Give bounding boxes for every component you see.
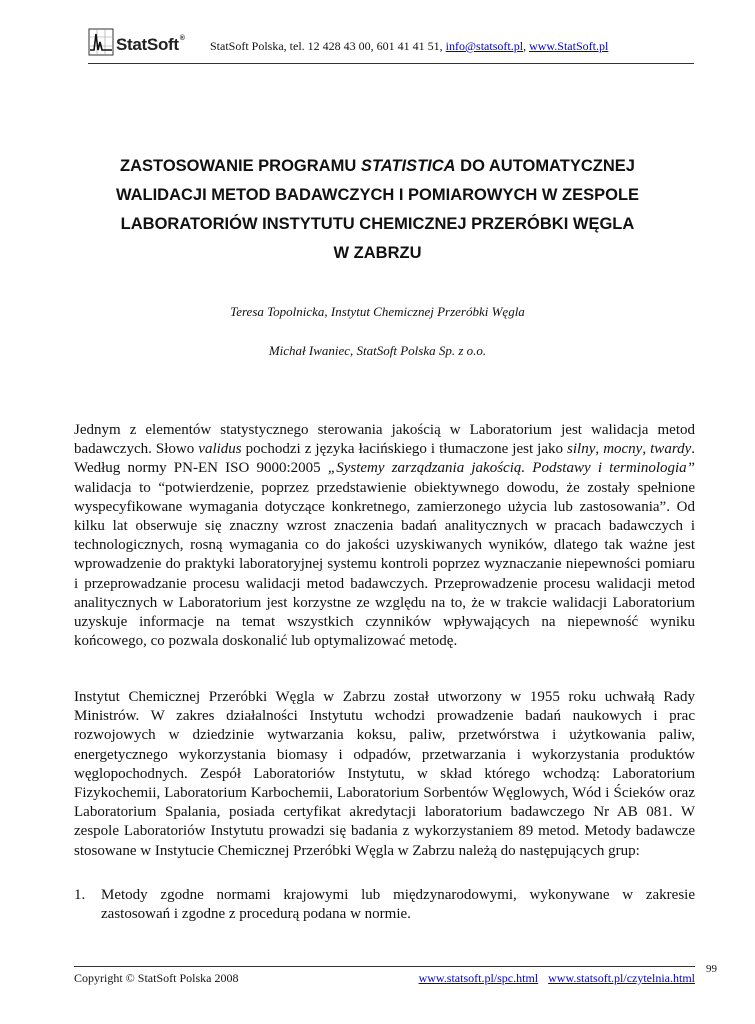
body-paragraph: Instytut Chemicznej Przeróbki Węgla w Zabrzu został utworzony w 1955 roku uchwałą Rady Ministrów. W zakres działalności Instytutu wchodzi prowadzenie badań naukowych i prac rozwojowych w dziedzinie wytwarzania koksu, paliw, przetwórstwa i użytkowania paliw, energetycznego wykorzystania biomasy i odpadów, przetwarzania i wykorzystania produktów węglopochodnych. Zespół Laboratoriów Instytutu, w skład którego wchodzą: Laboratorium Fizykochemii, Laboratorium Karbochemii, Laboratorium Sorbentów Węglowych, Wód i Ścieków oraz Laboratorium Spalania, posiada certyfikat akredytacji laboratorium badawczego Nr AB 081. W zespole Laboratoriów Instytutu prowadzi się badania z wykorzystaniem 89 metod. Metody badawcze stosowane w Instytucie Chemicznej Przeróbki Węgla w Zabrzu należą do następujących grup:	[74, 689, 695, 859]
statsoft-logo	[88, 26, 208, 60]
header-contact: StatSoft Polska, tel. 12 428 43 00, 601 41 41 51, info@statsoft.pl, www.StatSoft.pl	[210, 39, 609, 53]
copyright: Copyright © StatSoft Polska 2008	[74, 971, 239, 985]
website-link[interactable]: www.StatSoft.pl	[529, 39, 609, 53]
article-title: ZASTOSOWANIE PROGRAMU STATISTICA DO AUTOMATYCZNEJ WALIDACJI METOD BADAWCZYCH I POMIAROWYCH W ZESPOLE LABORATORIÓW INSTYTUTU CHEMICZNEJ PRZERÓBKI WĘGLA W ZABRZU	[115, 157, 640, 262]
email-link[interactable]: info@statsoft.pl	[445, 39, 524, 53]
author-line: Michał Iwaniec, StatSoft Polska Sp. z o.o.	[268, 343, 487, 358]
czytelnia-link[interactable]: www.statsoft.pl/czytelnia.html	[548, 971, 695, 985]
page-number: 99	[706, 963, 717, 975]
contact-info: StatSoft Polska, tel. 12 428 43 00, 601 41 41 51,	[210, 39, 446, 53]
footer-links	[419, 971, 695, 986]
spc-link[interactable]: www.statsoft.pl/spc.html	[418, 971, 539, 985]
list-number: 1.	[74, 887, 86, 903]
author-line: Teresa Topolnicka, Instytut Chemicznej Przeróbki Węgla	[230, 304, 525, 319]
page-header	[88, 26, 694, 66]
logo-wordmark: StatSoft®	[116, 35, 185, 54]
list-text: Metody zgodne normami krajowymi lub międzynarodowymi, wykonywane w zakresie zastosowań i zgodne z procedurą podana w normie.	[101, 887, 695, 923]
header-divider	[88, 63, 694, 64]
body-paragraph: Jednym z elementów statystycznego sterowania jakością w Laboratorium jest walidacja metod badawczych. Słowo validus pochodzi z języka łacińskiego i tłumaczone jest jako silny, mocny, twardy. Według normy PN-EN ISO 9000:2005 „Systemy zarządzania jakością. Podstawy i terminologia” walidacja to “potwierdzenie, poprzez przedstawienie obiektywnego dowodu, że zostały spełnione wyspecyfikowane wymagania dotyczące konkretnego, zamierzonego użycia lub zastosowania”. Od kilku lat obserwuje się znaczny wzrost znaczenia badań analitycznych w pracach badawczych i technologicznych, rosną wymagania co do jakości uzyskiwanych wyników, dlatego tak ważne jest wprowadzenie do praktyki laboratoryjnej systemu kontroli poprzez wyznaczanie niepewności pomiaru i przeprowadzanie procesu walidacji metod badawczych. Przeprowadzenie procesu walidacji metod analitycznych w Laboratorium jest korzystne ze względu na to, że w trakcie walidacji Laboratorium uzyskuje informacje na temat wszystkich czynników wpływających na niepewność wyniku końcowego, co pozwala doskonalić lub optymalizować metodę.	[74, 422, 696, 650]
statsoft-logo-icon	[88, 28, 114, 56]
footer-divider	[74, 966, 695, 967]
